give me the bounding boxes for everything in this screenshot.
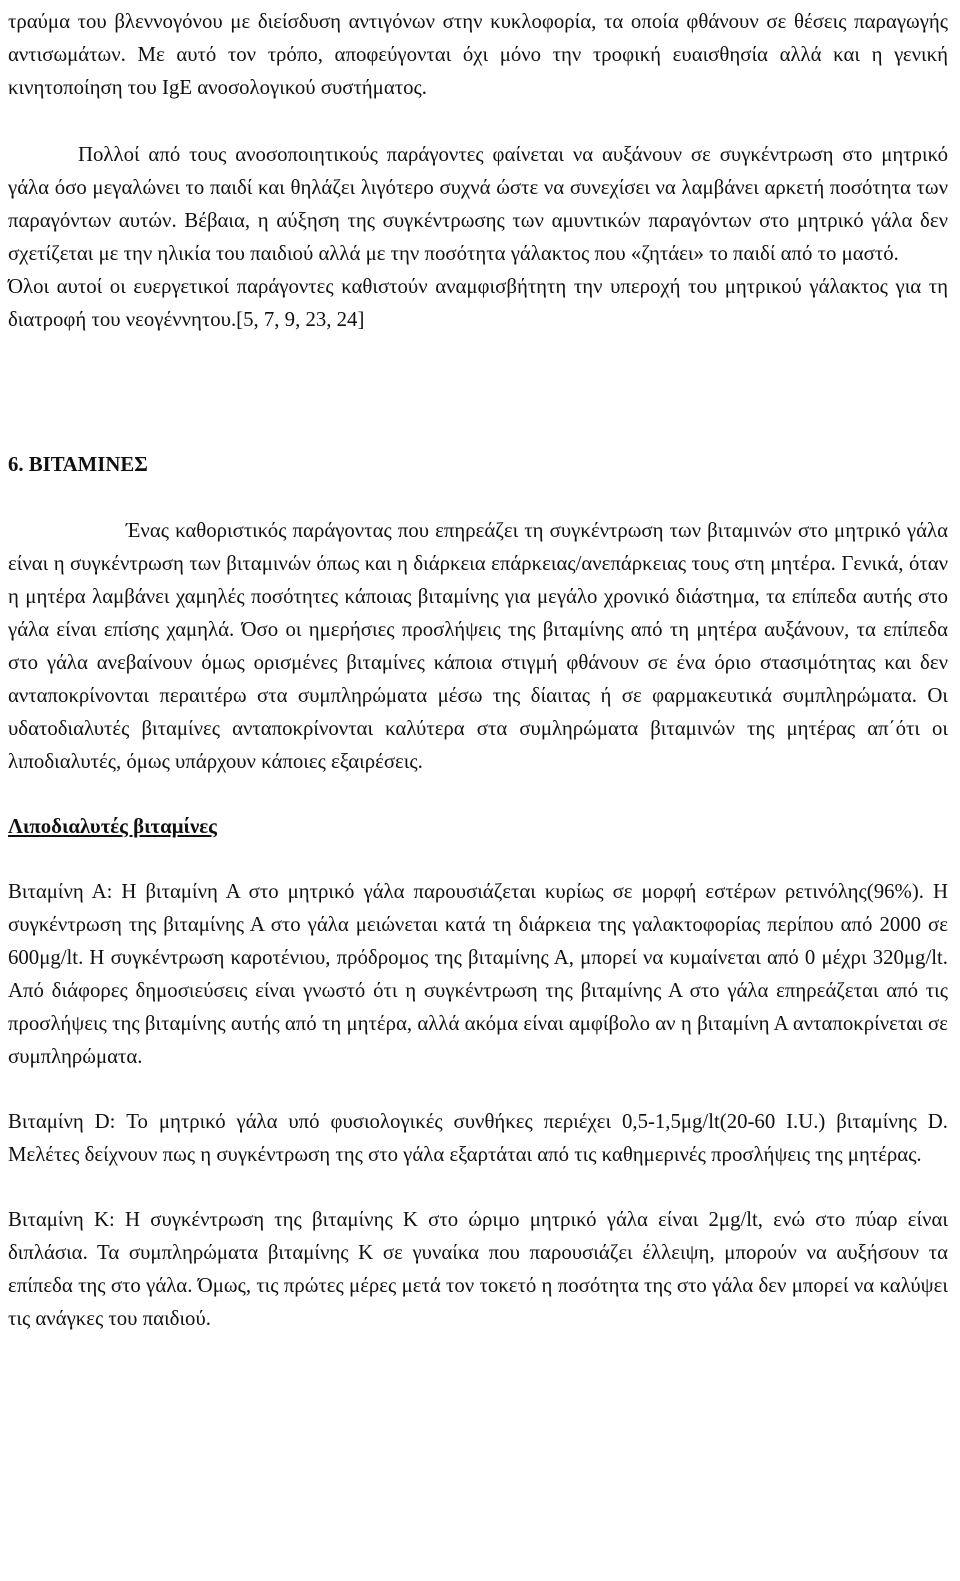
paragraph-vitamin-d: Βιταμίνη D: Το μητρικό γάλα υπό φυσιολογικές συνθήκες περιέχει 0,5-1,5μg/lt(20-60 I.U.) βιταμίνης D. Μελέτες δείχνουν πως η συγκέντρωση της στο γάλα εξαρτάται από τις καθημερινές προσλήψεις της μητέρας. (8, 1110, 948, 1166)
paragraph-vitamin-a: Βιταμίνη Α: Η βιταμίνη Α στο μητρικό γάλα παρουσιάζεται κυρίως σε μορφή εστέρων ρετινόλης(96%). Η συγκέντρωση της βιταμίνης Α στο γάλα μειώνεται κατά τη διάρκεια της γαλακτοφορίας περίπου από 2000 σε 600μg/lt. Η συγκέντρωση καροτένιου, πρόδρομος της βιταμίνης Α, μπορεί να κυμαίνεται από 0 μέχρι 320μg/lt. Από διάφορες δημοσιεύσεις είναι γνωστό ότι η συγκέντρωση της βιταμίνης Α στο γάλα επηρεάζεται από τις προσλήψεις της βιταμίνης αυτής από τη μητέρα, αλλά ακόμα είναι αμφίβολο αν η βιταμίνη Α ανταποκρίνεται σε συμπληρώματα. (8, 880, 948, 1068)
section-heading-vitamins: 6. ΒΙΤΑΜΙΝΕΣ (8, 453, 148, 476)
subheading-fat-soluble-vitamins: Λιποδιαλυτές βιταμίνες (8, 815, 217, 838)
paragraph-vitamin-k: Βιταμίνη Κ: Η συγκέντρωση της βιταμίνης Κ στο ώριμο μητρικό γάλα είναι 2μg/lt, ενώ στο πύαρ είναι διπλάσια. Τα συμπληρώματα βιταμίνης Κ σε γυναίκα που παρουσιάζει έλλειψη, μπορούν να αυξήσουν τα επίπεδα της στο γάλα. Όμως, τις πρώτες μέρες μετά τον τοκετό η ποσότητα της στο γάλα δεν μπορεί να καλύψει τις ανάγκες του παιδιού. (8, 1208, 948, 1330)
paragraph-breastmilk-superiority: Όλοι αυτοί οι ευεργετικοί παράγοντες καθιστούν αναμφισβήτητη την υπεροχή του μητρικού γάλακτος για τη διατροφή του νεογέννητου.[5, 7, 9, 23, 24] (8, 275, 948, 331)
paragraph-immune-factors-concentration: Πολλοί από τους ανοσοποιητικούς παράγοντες φαίνεται να αυξάνουν σε συγκέντρωση στο μητρικό γάλα όσο μεγαλώνει το παιδί και θηλάζει λιγότερο συχνά ώστε να συνεχίσει να λαμβάνει αρκετή ποσότητα των παραγόντων αυτών. Βέβαια, η αύξηση της συγκέντρωσης των αμυντικών παραγόντων στο μητρικό γάλα δεν σχετίζεται με την ηλικία του παιδιού αλλά με την ποσότητα γάλακτος που «ζητάει» το παιδί από το μαστό. (8, 143, 948, 265)
paragraph-immune-mucosa: τραύμα του βλεννογόνου με διείσδυση αντιγόνων στην κυκλοφορία, τα οποία φθάνουν σε θέσεις παραγωγής αντισωμάτων. Με αυτό τον τρόπο, αποφεύγονται όχι μόνο την τροφική ευαισθησία αλλά και η γενική κινητοποίηση του IgE ανοσολογικού συστήματος. (8, 10, 948, 99)
paragraph-vitamins-intro: Ένας καθοριστικός παράγοντας που επηρεάζει τη συγκέντρωση των βιταμινών στο μητρικό γάλα είναι η συγκέντρωση των βιταμινών όπως και η διάρκεια επάρκειας/ανεπάρκειας τους στη μητέρα. Γενικά, όταν η μητέρα λαμβάνει χαμηλές ποσότητες κάποιας βιταμίνης για μεγάλο χρονικό διάστημα, τα επίπεδα αυτής στο γάλα είναι επίσης χαμηλά. Όσο οι ημερήσιες προσλήψεις της βιταμίνης από τη μητέρα αυξάνουν, τα επίπεδα στο γάλα ανεβαίνουν όμως ορισμένες βιταμίνες κάποια στιγμή φθάνουν σε ένα όριο στασιμότητας και δεν ανταποκρίνονται περαιτέρω στα συμπληρώματα μέσω της δίαιτας ή σε φαρμακευτικά συμπληρώματα. Οι υδατοδιαλυτές βιταμίνες ανταποκρίνονται καλύτερα στα συμληρώματα βιταμινών της μητέρας απ΄ότι οι λιποδιαλυτές, όμως υπάρχουν κάποιες εξαιρέσεις. (8, 519, 948, 773)
